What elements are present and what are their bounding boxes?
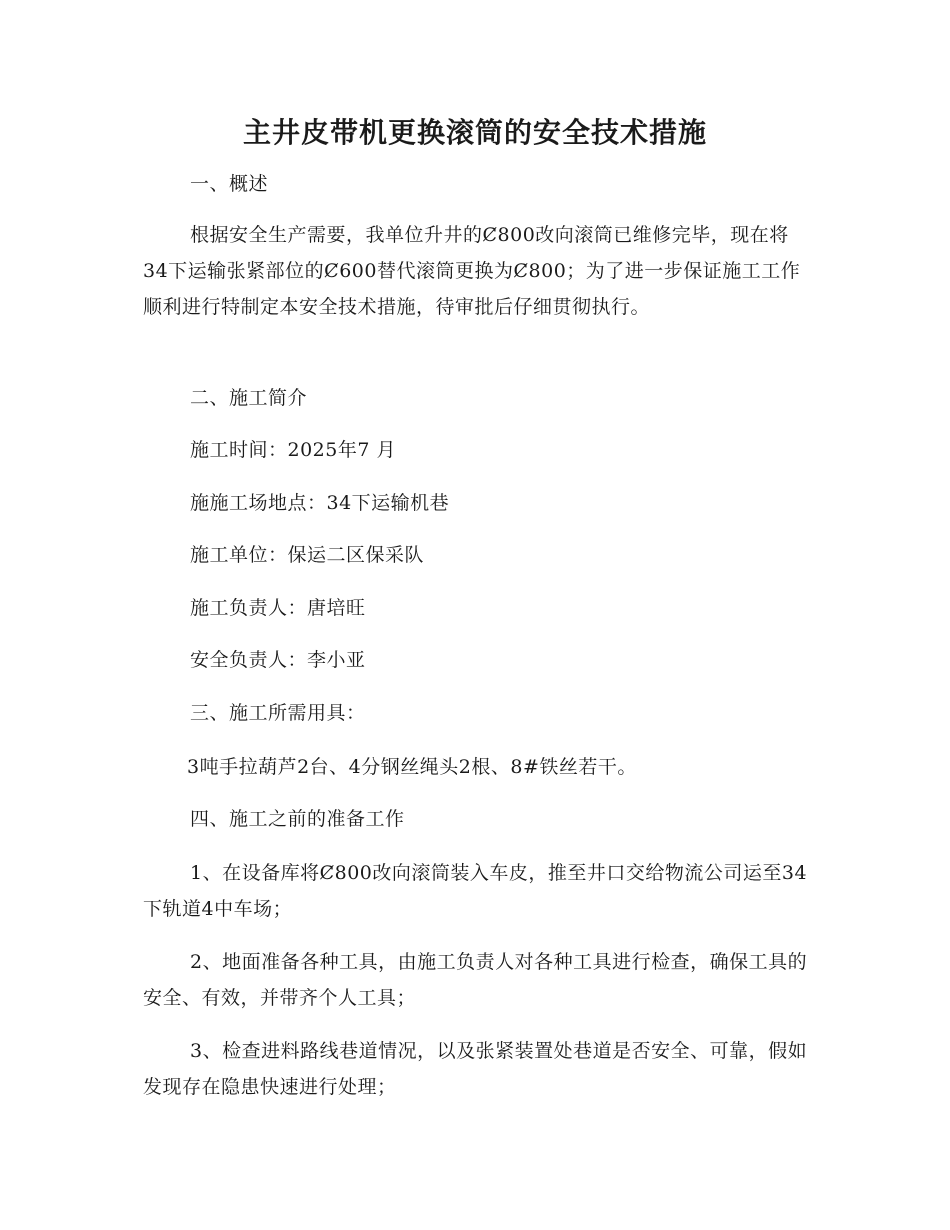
section-3-heading: 三、施工所需用具： xyxy=(190,702,366,724)
construction-time: 施工时间：2025年7 月 xyxy=(190,439,396,461)
tools-list: 3吨手拉葫芦2台、4分钢丝绳头2根、8#铁丝若干。 xyxy=(187,756,637,778)
prep-item-3: 3、检查进料路线巷道情况，以及张紧装置处巷道是否安全、可靠，假如发现存在隐患快速进行处理； xyxy=(143,1040,808,1098)
construction-unit: 施工单位：保运二区保采队 xyxy=(190,544,425,566)
section-1-body: 根据安全生产需要，我单位升井的Ȼ800改向滚筒已维修完毕，现在将34下运输张紧部位的Ȼ600替代滚筒更换为Ȼ800；为了进一步保证施工工作顺利进行特制定本安全技术措施，待审批后仔细贯彻执行。 xyxy=(143,224,801,318)
document-title: 主井皮带机更换滚筒的安全技术措施 xyxy=(242,116,707,149)
section-1-heading: 一、概述 xyxy=(190,173,269,195)
section-4-heading: 四、施工之前的准备工作 xyxy=(190,808,405,830)
section-2-heading: 二、施工简介 xyxy=(190,387,308,409)
construction-place: 施施工场地点：34下运输机巷 xyxy=(190,492,450,514)
prep-item-1: 1、在设备库将Ȼ800改向滚筒装入车皮，推至井口交给物流公司运至34下轨道4中车场； xyxy=(143,862,808,920)
prep-item-2: 2、地面准备各种工具，由施工负责人对各种工具进行检查，确保工具的安全、有效，并带齐个人工具； xyxy=(143,951,808,1009)
safety-leader: 安全负责人：李小亚 xyxy=(190,649,366,671)
construction-leader: 施工负责人：唐培旺 xyxy=(190,597,366,619)
